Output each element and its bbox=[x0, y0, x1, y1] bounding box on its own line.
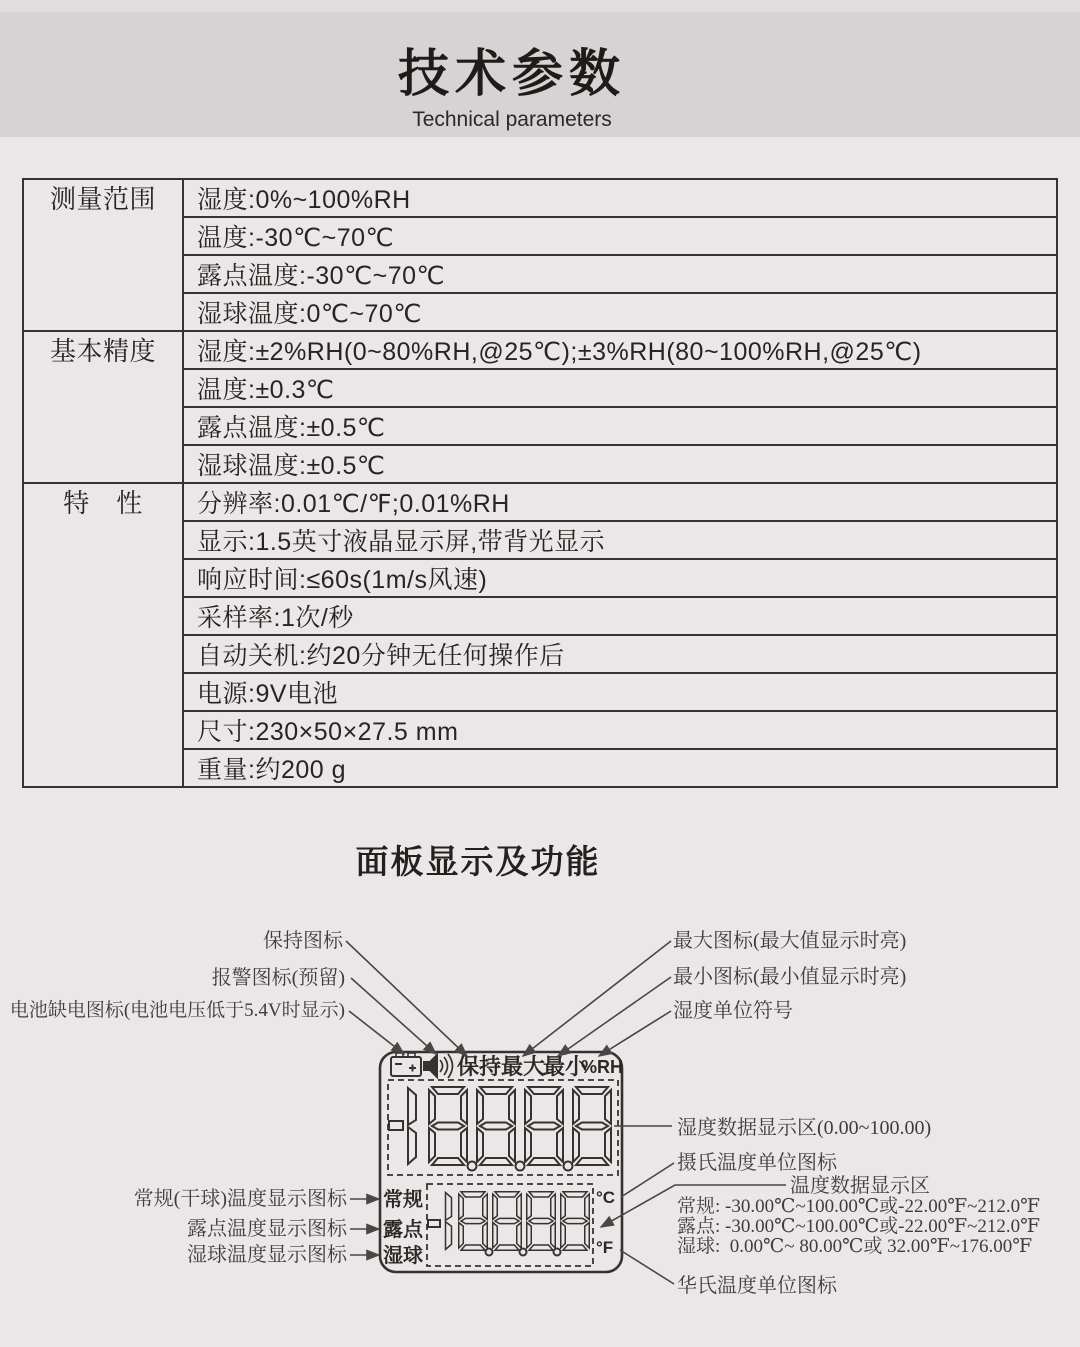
label-celsius-unit-icon: 摄氏温度单位图标 bbox=[677, 1152, 837, 1174]
label-min-icon: 最小图标(最小值显示时亮) bbox=[673, 966, 907, 988]
spec-cell: 采样率:1次/秒 bbox=[183, 597, 1057, 635]
decimal-point bbox=[564, 1162, 573, 1171]
label-humidity-area: 湿度数据显示区(0.00~100.00) bbox=[677, 1117, 932, 1139]
seven-segment-digit bbox=[408, 1088, 416, 1164]
panel-diagram bbox=[0, 900, 1080, 1347]
spec-cell: 露点温度:±0.5℃ bbox=[183, 407, 1057, 445]
speaker-icon bbox=[424, 1054, 453, 1078]
spec-group-label: 基本精度 bbox=[23, 331, 183, 483]
page-subtitle: Technical parameters bbox=[412, 108, 612, 131]
table-row bbox=[23, 483, 1057, 521]
leader-line bbox=[599, 1011, 671, 1056]
lcd-celsius-text: °C bbox=[596, 1188, 616, 1207]
minus-segment bbox=[389, 1121, 403, 1130]
label-max-icon: 最大图标(最大值显示时亮) bbox=[673, 930, 907, 952]
header-band bbox=[0, 12, 1080, 137]
table-row bbox=[23, 331, 1057, 369]
label-temperature-area: 温度数据显示区 bbox=[790, 1175, 930, 1197]
lcd-max-text: 最大 bbox=[501, 1054, 546, 1079]
label-fahrenheit-unit-icon: 华氏温度单位图标 bbox=[677, 1275, 837, 1297]
label-range-normal: 常规: -30.00℃~100.00℃或-22.00℉~212.0℉ bbox=[677, 1196, 1041, 1217]
seven-segment-digit bbox=[525, 1087, 563, 1165]
spec-cell: 显示:1.5英寸液晶显示屏,带背光显示 bbox=[183, 521, 1057, 559]
label-range-dew: 露点: -30.00℃~100.00℃或-22.00℉~212.0℉ bbox=[677, 1216, 1041, 1237]
spec-cell: 露点温度:-30℃~70℃ bbox=[183, 255, 1057, 293]
lcd-fahrenheit-text: °F bbox=[596, 1238, 614, 1257]
decimal-point bbox=[554, 1249, 561, 1256]
lcd-min-text: 最小 bbox=[543, 1054, 588, 1079]
spec-cell: 尺寸:230×50×27.5 mm bbox=[183, 711, 1057, 749]
label-hold-icon: 保持图标 bbox=[263, 930, 343, 952]
decimal-point bbox=[486, 1249, 493, 1256]
label-alarm-icon: 报警图标(预留) bbox=[211, 967, 345, 989]
leader-line bbox=[620, 1250, 674, 1284]
label-dew-temp-icon: 露点温度显示图标 bbox=[187, 1218, 347, 1240]
seven-segment-digit bbox=[459, 1192, 488, 1251]
minus-segment bbox=[428, 1220, 440, 1227]
label-wetbulb-temp-icon: 湿球温度显示图标 bbox=[187, 1244, 347, 1266]
lcd-wetbulb-text: 湿球 bbox=[383, 1245, 423, 1267]
spec-cell: 温度:-30℃~70℃ bbox=[183, 217, 1057, 255]
spec-cell: 温度:±0.3℃ bbox=[183, 369, 1057, 407]
temperature-display bbox=[427, 1184, 593, 1266]
lcd-hold-text: 保持 bbox=[457, 1054, 502, 1079]
lcd-dew-text: 露点 bbox=[383, 1219, 423, 1241]
label-battery-icon: 电池缺电图标(电池电压低于5.4V时显示) bbox=[9, 1000, 345, 1021]
lcd-rh-text: %RH bbox=[581, 1057, 624, 1077]
spec-group-label: 特 性 bbox=[23, 483, 183, 787]
top-strip bbox=[0, 0, 1080, 12]
spec-group-label: 测量范围 bbox=[23, 179, 183, 331]
spec-cell: 响应时间:≤60s(1m/s风速) bbox=[183, 559, 1057, 597]
seven-segment-digit bbox=[573, 1087, 611, 1165]
seven-segment-digit bbox=[446, 1193, 452, 1250]
spec-cell: 湿度:0%~100%RH bbox=[183, 179, 1057, 217]
leader-line bbox=[621, 1163, 674, 1197]
spec-cell: 湿球温度:0℃~70℃ bbox=[183, 293, 1057, 331]
humidity-display bbox=[388, 1080, 618, 1175]
decimal-point bbox=[516, 1162, 525, 1171]
decimal-point bbox=[520, 1249, 527, 1256]
seven-segment-digit bbox=[493, 1192, 522, 1251]
spec-cell: 湿度:±2%RH(0~80%RH,@25℃);±3%RH(80~100%RH,@25℃) bbox=[183, 331, 1057, 369]
table-row bbox=[23, 179, 1057, 217]
spec-cell: 分辨率:0.01℃/℉;0.01%RH bbox=[183, 483, 1057, 521]
spec-cell: 湿球温度:±0.5℃ bbox=[183, 445, 1057, 483]
seven-segment-digit bbox=[561, 1192, 590, 1251]
spec-cell: 电源:9V电池 bbox=[183, 673, 1057, 711]
seven-segment-digit bbox=[527, 1192, 556, 1251]
leader-line bbox=[346, 941, 467, 1056]
lcd-normal-text: 常规 bbox=[383, 1189, 423, 1211]
decimal-point bbox=[468, 1162, 477, 1171]
section-title: 面板显示及功能 bbox=[355, 843, 601, 880]
battery-icon bbox=[391, 1053, 421, 1076]
page-title: 技术参数 bbox=[397, 45, 626, 102]
label-range-wet: 湿球: 0.00℃~ 80.00℃或 32.00℉~176.00℉ bbox=[677, 1236, 1033, 1257]
seven-segment-digit bbox=[477, 1087, 515, 1165]
spec-cell: 自动关机:约20分钟无任何操作后 bbox=[183, 635, 1057, 673]
seven-segment-digit bbox=[429, 1087, 467, 1165]
label-humidity-unit: 湿度单位符号 bbox=[673, 1000, 793, 1022]
leader-line bbox=[523, 941, 671, 1056]
spec-table bbox=[22, 178, 1058, 788]
spec-cell: 重量:约200 g bbox=[183, 749, 1057, 787]
leader-line bbox=[351, 978, 436, 1054]
label-normal-temp-icon: 常规(干球)温度显示图标 bbox=[133, 1188, 347, 1210]
